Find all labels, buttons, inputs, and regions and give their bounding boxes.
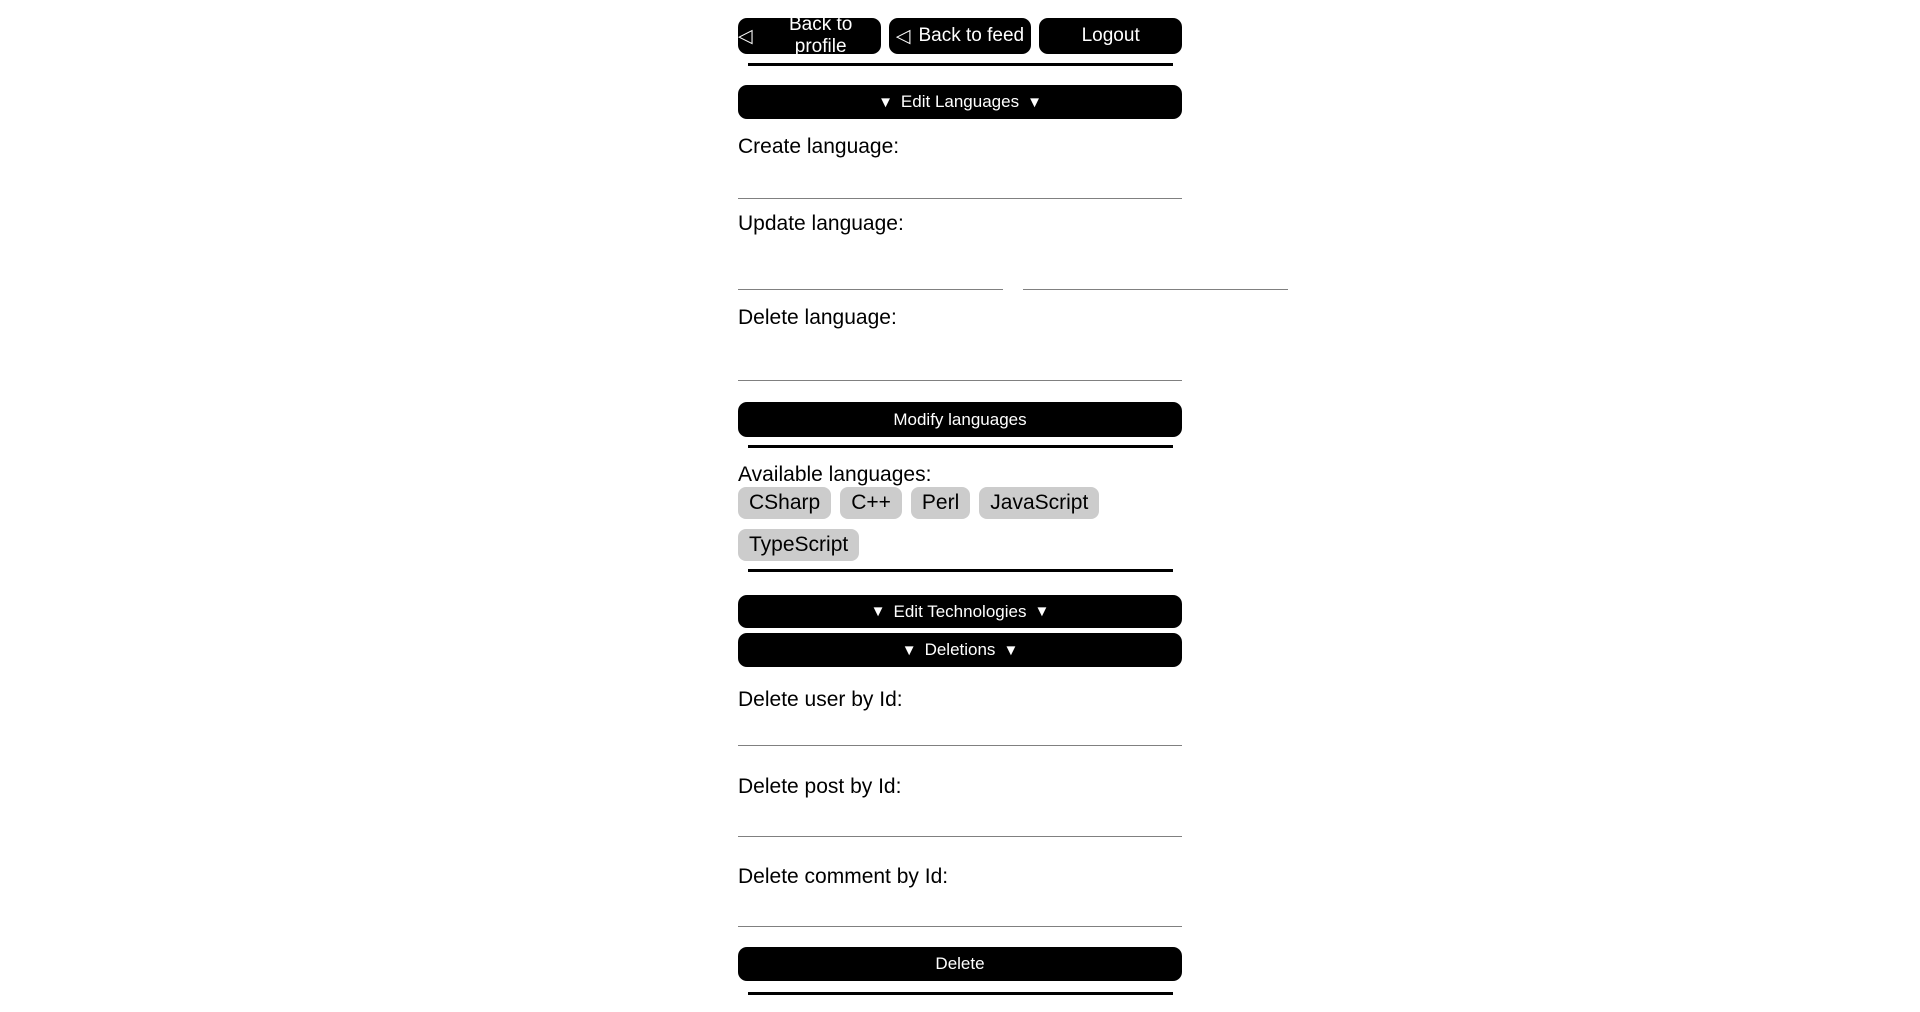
back-icon: ◁ <box>738 25 753 47</box>
back-to-feed-label: Back to feed <box>918 25 1025 46</box>
back-to-feed-button[interactable] <box>889 18 1032 54</box>
divider <box>748 992 1173 995</box>
create-language-label: Create language: <box>738 135 900 158</box>
caret-down-icon: ▼ <box>1034 603 1050 620</box>
edit-technologies-label: Edit Technologies <box>893 601 1027 621</box>
caret-down-icon: ▼ <box>901 641 917 659</box>
update-language-inputs <box>738 236 1182 290</box>
delete-comment-label: Delete comment by Id: <box>738 865 949 888</box>
edit-technologies-toggle[interactable] <box>738 595 1182 628</box>
delete-comment-input[interactable] <box>738 889 1182 927</box>
delete-post-label: Delete post by Id: <box>738 775 902 798</box>
divider <box>748 63 1173 66</box>
update-language-old-input[interactable] <box>738 236 1003 290</box>
divider <box>748 445 1173 448</box>
caret-down-icon: ▼ <box>870 603 886 620</box>
logout-button[interactable] <box>1039 18 1182 54</box>
language-chip[interactable]: TypeScript <box>738 529 859 561</box>
logout-label: Logout <box>1081 25 1140 46</box>
language-chip[interactable]: C++ <box>840 487 902 519</box>
create-language-input[interactable] <box>738 159 1182 199</box>
deletions-toggle[interactable] <box>738 633 1182 667</box>
back-icon: ◁ <box>895 25 911 47</box>
language-chip[interactable]: Perl <box>911 487 970 519</box>
deletions-label: Deletions <box>924 640 996 659</box>
language-chip[interactable]: CSharp <box>738 487 831 519</box>
caret-down-icon: ▼ <box>1003 641 1019 659</box>
delete-user-input[interactable] <box>738 712 1182 746</box>
delete-button[interactable] <box>738 947 1182 981</box>
delete-language-input[interactable] <box>738 330 1182 381</box>
delete-post-input[interactable] <box>738 799 1182 837</box>
edit-languages-label: Edit Languages <box>900 92 1020 111</box>
caret-down-icon: ▼ <box>878 93 893 111</box>
back-to-profile-button[interactable] <box>738 14 881 57</box>
modify-languages-label: Modify languages <box>893 409 1027 429</box>
modify-languages-button[interactable] <box>738 402 1182 437</box>
update-language-label: Update language: <box>738 212 904 235</box>
caret-down-icon: ▼ <box>1027 93 1042 111</box>
divider <box>748 569 1173 572</box>
delete-button-label: Delete <box>935 954 985 973</box>
admin-panel <box>738 0 1182 995</box>
back-to-profile-label: Back to profile <box>788 14 853 57</box>
update-language-new-input[interactable] <box>1023 236 1288 290</box>
edit-languages-toggle[interactable] <box>738 85 1182 119</box>
delete-user-label: Delete user by Id: <box>738 688 903 711</box>
delete-language-label: Delete language: <box>738 306 897 329</box>
top-button-row <box>738 14 1182 57</box>
available-languages-label: Available languages: <box>738 463 932 486</box>
available-languages-list <box>738 487 1182 561</box>
language-chip[interactable]: JavaScript <box>979 487 1099 519</box>
